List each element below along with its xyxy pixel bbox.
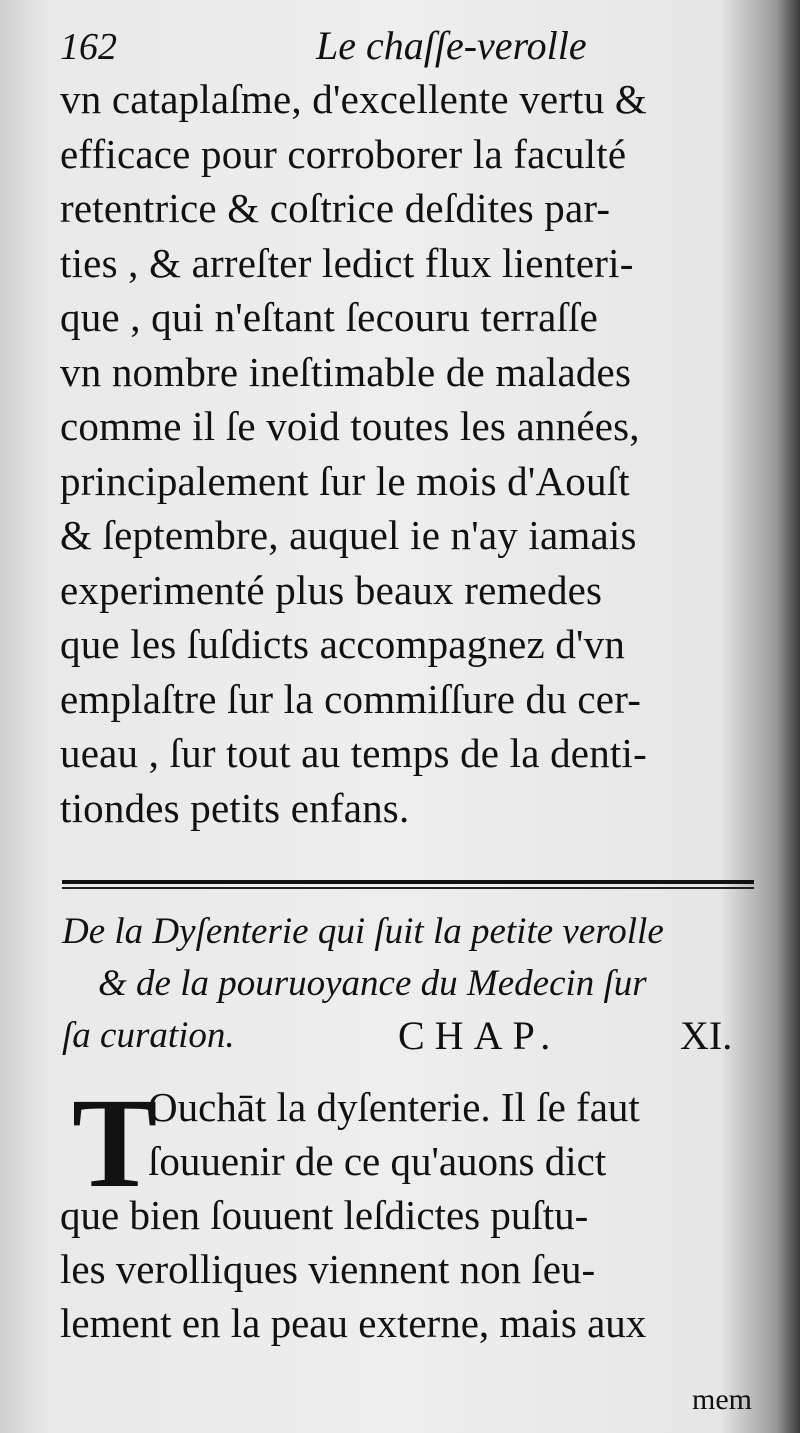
- heading-line: ſa curation.: [62, 1015, 235, 1056]
- heading-line: & de la pouruoyance du Medecin ſur: [98, 963, 647, 1004]
- text-line: retentrice & coſtrice deſdites par-: [60, 185, 611, 231]
- chapter-heading: [62, 906, 762, 1062]
- text-line: ties , & arreſter ledict flux lienteri-: [60, 239, 634, 286]
- text-line: ueau , ſur tout au temps de la denti-: [60, 730, 647, 776]
- text-line: que , qui n'eſtant ſecouru terraſſe: [60, 294, 599, 340]
- text-line: lement en la peau externe, mais aux: [60, 1300, 647, 1346]
- text-line: emplaſtre ſur la commiſſure du cer-: [60, 675, 642, 722]
- text-line: vn nombre ineſtimable de malades: [60, 348, 632, 395]
- body-text: [60, 72, 760, 835]
- text-line: les verolliques viennent non ſeu-: [60, 1246, 596, 1292]
- chapter-body: [60, 1072, 760, 1350]
- page-header: [60, 14, 760, 74]
- text-line: efficace pour corroborer la faculté: [60, 130, 627, 177]
- catchword: mem: [692, 1383, 752, 1416]
- text-line: principalement ſur le mois d'Aouſt: [60, 457, 630, 504]
- section-divider: [62, 880, 754, 892]
- heading-line: De la Dyſenterie qui ſuit la petite verolle: [62, 911, 664, 952]
- text-line: ſouuenir de ce qu'auons dict: [148, 1138, 607, 1184]
- divider-thin-rule: [62, 887, 754, 889]
- text-line: experimenté plus beaux remedes: [60, 566, 603, 613]
- running-title: Le chaſſe-verolle: [316, 23, 587, 68]
- text-line: Ouchāt la dyſenterie. Il ſe faut: [148, 1084, 640, 1130]
- divider-thick-rule: [62, 880, 754, 884]
- text-line: que bien ſouuent leſdictes puſtu-: [60, 1192, 589, 1238]
- text-line: comme il ſe void toutes les années,: [60, 403, 640, 449]
- chapter-number: XI.: [680, 1013, 733, 1058]
- text-line: tiondes petits enfans.: [60, 784, 410, 831]
- page-number: 162: [60, 26, 117, 68]
- text-line: que les ſuſdicts accompagnez d'vn: [60, 621, 626, 667]
- drop-cap: T: [72, 1072, 158, 1214]
- chapter-label: CHAP.: [398, 1013, 561, 1058]
- text-line: & ſeptembre, auquel ie n'ay iamais: [60, 512, 637, 558]
- text-line: vn cataplaſme, d'excellente vertu &: [60, 76, 647, 122]
